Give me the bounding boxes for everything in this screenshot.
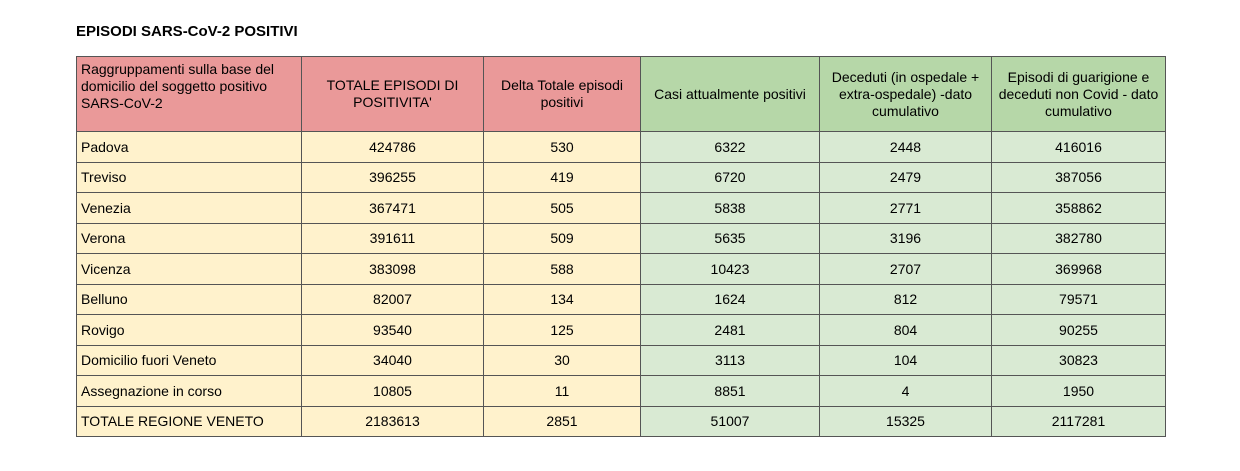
- row-delta: 134: [484, 284, 641, 315]
- row-deceased: 3196: [820, 223, 992, 254]
- row-total-episodes: 34040: [302, 345, 484, 376]
- header-row: [77, 57, 1166, 132]
- header-grouping: Raggruppamenti sulla base del domicilio del soggetto positivo SARS-CoV-2: [77, 57, 302, 132]
- row-delta: 30: [484, 345, 641, 376]
- row-total-episodes: 396255: [302, 162, 484, 193]
- row-currently-positive: 3113: [641, 345, 820, 376]
- row-recovered: 30823: [992, 345, 1166, 376]
- row-recovered: 369968: [992, 254, 1166, 285]
- row-total-episodes: 367471: [302, 193, 484, 224]
- total-row-delta: 2851: [484, 406, 641, 437]
- row-currently-positive: 5635: [641, 223, 820, 254]
- header-deceased: Deceduti (in ospedale + extra-ospedale) -dato cumulativo: [820, 57, 992, 132]
- table-row: [77, 345, 1166, 376]
- header-total-episodes: TOTALE EPISODI DI POSITIVITA': [302, 57, 484, 132]
- row-recovered: 90255: [992, 315, 1166, 346]
- total-row: [77, 406, 1166, 437]
- row-area: Treviso: [77, 162, 302, 193]
- row-delta: 11: [484, 376, 641, 407]
- row-total-episodes: 391611: [302, 223, 484, 254]
- row-delta: 125: [484, 315, 641, 346]
- row-area: Venezia: [77, 193, 302, 224]
- row-deceased: 4: [820, 376, 992, 407]
- table-row: [77, 254, 1166, 285]
- row-recovered: 358862: [992, 193, 1166, 224]
- row-deceased: 804: [820, 315, 992, 346]
- row-currently-positive: 2481: [641, 315, 820, 346]
- row-total-episodes: 383098: [302, 254, 484, 285]
- row-area: Padova: [77, 132, 302, 163]
- row-delta: 530: [484, 132, 641, 163]
- table-row: [77, 193, 1166, 224]
- row-total-episodes: 10805: [302, 376, 484, 407]
- page-title: EPISODI SARS-CoV-2 POSITIVI: [76, 23, 298, 40]
- table-row: [77, 223, 1166, 254]
- row-delta: 509: [484, 223, 641, 254]
- header-currently-positive: Casi attualmente positivi: [641, 57, 820, 132]
- table-row: [77, 284, 1166, 315]
- header-delta-total: Delta Totale episodi positivi: [484, 57, 641, 132]
- row-recovered: 416016: [992, 132, 1166, 163]
- total-row-episodes: 2183613: [302, 406, 484, 437]
- row-total-episodes: 93540: [302, 315, 484, 346]
- row-deceased: 2448: [820, 132, 992, 163]
- row-recovered: 79571: [992, 284, 1166, 315]
- table-row: [77, 376, 1166, 407]
- row-currently-positive: 6322: [641, 132, 820, 163]
- row-recovered: 382780: [992, 223, 1166, 254]
- row-area: Rovigo: [77, 315, 302, 346]
- total-row-recovered: 2117281: [992, 406, 1166, 437]
- row-recovered: 1950: [992, 376, 1166, 407]
- row-area: Domicilio fuori Veneto: [77, 345, 302, 376]
- covid-episodes-table: [76, 56, 1166, 437]
- row-deceased: 2707: [820, 254, 992, 285]
- row-currently-positive: 10423: [641, 254, 820, 285]
- row-total-episodes: 82007: [302, 284, 484, 315]
- table-row: [77, 132, 1166, 163]
- row-delta: 505: [484, 193, 641, 224]
- row-deceased: 812: [820, 284, 992, 315]
- row-recovered: 387056: [992, 162, 1166, 193]
- row-currently-positive: 8851: [641, 376, 820, 407]
- row-area: Verona: [77, 223, 302, 254]
- row-delta: 588: [484, 254, 641, 285]
- row-area: Vicenza: [77, 254, 302, 285]
- table-row: [77, 162, 1166, 193]
- total-row-currently-positive: 51007: [641, 406, 820, 437]
- total-row-label: TOTALE REGIONE VENETO: [77, 406, 302, 437]
- header-recovered: Episodi di guarigione e deceduti non Covid - dato cumulativo: [992, 57, 1166, 132]
- row-currently-positive: 6720: [641, 162, 820, 193]
- row-area: Assegnazione in corso: [77, 376, 302, 407]
- row-area: Belluno: [77, 284, 302, 315]
- total-row-deceased: 15325: [820, 406, 992, 437]
- row-currently-positive: 5838: [641, 193, 820, 224]
- row-deceased: 2479: [820, 162, 992, 193]
- row-total-episodes: 424786: [302, 132, 484, 163]
- row-deceased: 104: [820, 345, 992, 376]
- row-deceased: 2771: [820, 193, 992, 224]
- table-row: [77, 315, 1166, 346]
- row-delta: 419: [484, 162, 641, 193]
- row-currently-positive: 1624: [641, 284, 820, 315]
